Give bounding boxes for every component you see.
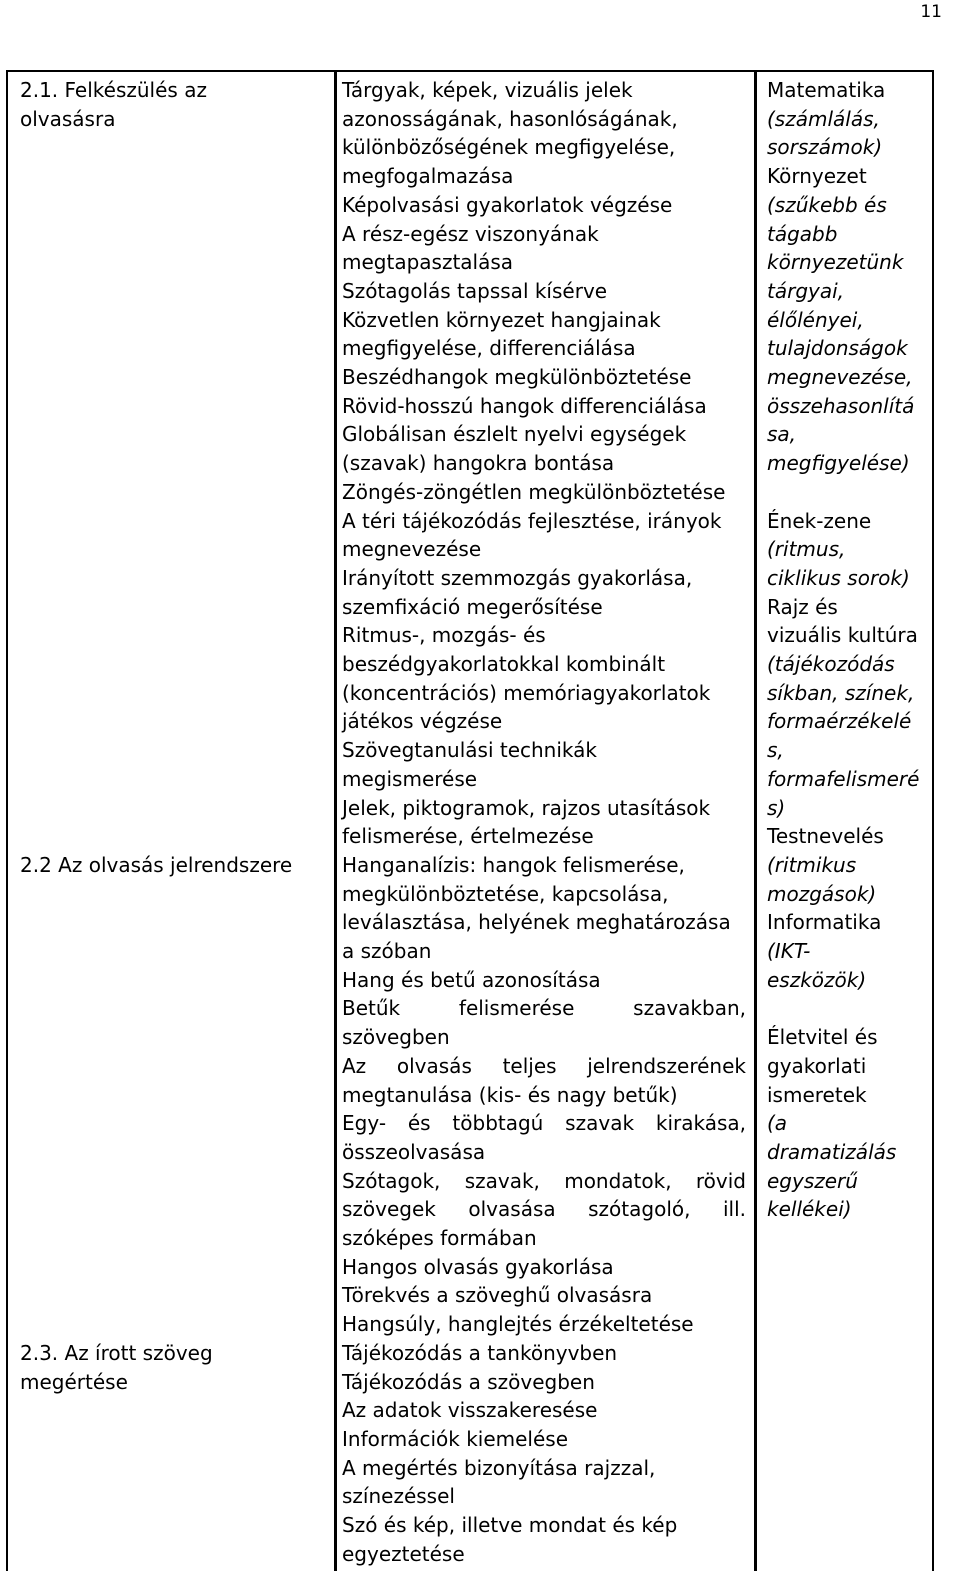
activity-line: Beszédhangok megkülönböztetése	[342, 365, 692, 389]
activity-line: Az adatok visszakeresése	[342, 1398, 598, 1423]
connection-line: Életvitel és	[767, 1025, 878, 1050]
activity-line: Szó és kép, illetve mondat és kép	[342, 1513, 678, 1537]
connection-line: gyakorlati	[767, 1053, 867, 1078]
connection-line: (szűkebb és	[767, 192, 887, 217]
connection-line: (számlálás,	[767, 106, 880, 131]
connection-line: tárgyai,	[767, 278, 845, 303]
connection-line: Informatika	[767, 910, 882, 935]
connection-line: Matematika	[767, 78, 886, 102]
activity-line: (koncentrációs) memóriagyakorlatok	[342, 680, 711, 705]
activity-line: Szótagok, szavak, mondatok, rövid	[342, 1168, 746, 1193]
connection-line: sorszámok)	[767, 135, 883, 160]
activity-line: egyeztetése	[342, 1541, 465, 1566]
activity-line: Törekvés a szöveghű olvasásra	[342, 1283, 653, 1308]
connection-line: élőlényei,	[767, 307, 864, 332]
activity-line: Képolvasási gyakorlatok végzése	[342, 192, 673, 217]
activity-line: megtapasztalása	[342, 250, 514, 275]
activity-line: megfigyelése, differenciálása	[342, 336, 636, 361]
connection-line: ismeretek	[767, 1082, 867, 1107]
connection-line: dramatizálás	[767, 1139, 897, 1164]
activity-line: Irányított szemmozgás gyakorlása,	[342, 565, 693, 590]
activity-line: Jelek, piktogramok, rajzos utasítások	[342, 795, 711, 820]
connection-line: (ritmikus	[767, 852, 857, 877]
activity-line: megnevezése	[342, 537, 482, 562]
connection-line: Ének-zene	[767, 508, 872, 533]
activity-line: szóképes formában	[342, 1226, 537, 1250]
connection-line: ciklikus sorok)	[767, 565, 910, 590]
activity-line: megkülönböztetése, kapcsolása,	[342, 881, 669, 906]
topic-line: 2.2 Az olvasás jelrendszere	[20, 852, 293, 877]
activity-line: Szótagolás tapssal kísérve	[342, 278, 608, 303]
page-number: 11	[920, 2, 942, 22]
activity-line: felismerése, értelmezése	[342, 824, 594, 849]
activity-line: Globálisan észlelt nyelvi egységek	[342, 422, 687, 447]
connection-line: megfigyelése)	[767, 451, 910, 476]
activity-line: szövegek olvasása szótagoló, ill.	[342, 1197, 746, 1222]
connection-line: eszközök)	[767, 967, 867, 992]
activity-line: azonosságának, hasonlóságának,	[342, 106, 678, 131]
connection-line: megnevezése,	[767, 365, 913, 389]
connection-line: egyszerű	[767, 1168, 858, 1193]
activity-line: Közvetlen környezet hangjainak	[342, 307, 661, 332]
activity-line: megtanulása (kis- és nagy betűk)	[342, 1082, 678, 1107]
connection-line: formaérzékelé	[767, 709, 912, 734]
activity-line: Zöngés-zöngétlen megkülönböztetése	[342, 479, 726, 504]
topic-line: olvasásra	[20, 106, 116, 131]
connection-line: tulajdonságok	[767, 336, 908, 361]
connection-line: s,	[767, 738, 784, 763]
connection-line: Testnevelés	[767, 824, 884, 849]
activity-line: (szavak) hangokra bontása	[342, 451, 615, 476]
activity-line: Hangsúly, hanglejtés érzékeltetése	[342, 1312, 694, 1337]
connection-line: (tájékozódás	[767, 652, 895, 676]
activity-line: Az olvasás teljes jelrendszerének	[342, 1053, 746, 1078]
curriculum-table	[6, 70, 934, 1571]
connection-line: környezetünk	[767, 250, 904, 275]
activity-line: megfogalmazása	[342, 164, 514, 189]
activity-line: Tájékozódás a szövegben	[342, 1369, 595, 1394]
connection-line: Környezet	[767, 164, 867, 189]
activity-line: beszédgyakorlatokkal kombinált	[342, 652, 666, 676]
activity-line: összeolvasása	[342, 1139, 486, 1164]
activity-line: szemfixáció megerősítése	[342, 594, 603, 619]
connection-line: (a	[767, 1111, 788, 1136]
activity-line: a szóban	[342, 939, 432, 963]
column-divider-1	[334, 72, 337, 1571]
connection-line: tágabb	[767, 221, 838, 246]
topic-line: megértése	[20, 1369, 128, 1394]
activity-line: A rész-egész viszonyának	[342, 221, 599, 246]
topic-line: 2.3. Az írott szöveg	[20, 1340, 213, 1365]
connection-line: mozgások)	[767, 881, 877, 906]
activity-line: Hang és betű azonosítása	[342, 967, 601, 992]
activity-line: Rövid-hosszú hangok differenciálása	[342, 393, 707, 418]
column-divider-2	[754, 72, 757, 1571]
activity-line: Hangos olvasás gyakorlása	[342, 1254, 614, 1279]
connection-line: Rajz és	[767, 594, 838, 619]
activity-line: Tárgyak, képek, vizuális jelek	[342, 78, 633, 102]
activity-line: leválasztása, helyének meghatározása	[342, 910, 731, 935]
connection-line: sa,	[767, 422, 797, 447]
activity-line: A téri tájékozódás fejlesztése, irányok	[342, 508, 722, 533]
connection-line: összehasonlítá	[767, 393, 915, 418]
activity-line: Szövegtanulási technikák	[342, 738, 597, 763]
connection-line: (ritmus,	[767, 537, 846, 562]
activity-line: Ritmus-, mozgás- és	[342, 623, 546, 648]
connection-line: s)	[767, 795, 786, 820]
activity-line: Egy- és többtagú szavak kirakása,	[342, 1111, 746, 1136]
activity-line: szövegben	[342, 1025, 450, 1050]
activity-line: A megértés bizonyítása rajzzal,	[342, 1455, 656, 1480]
activity-line: Tájékozódás a tankönyvben	[342, 1340, 618, 1365]
activity-line: megismerése	[342, 766, 478, 791]
topic-line: 2.1. Felkészülés az	[20, 78, 207, 102]
connection-line: kellékei)	[767, 1197, 852, 1222]
activity-line: Információk kiemelése	[342, 1426, 569, 1451]
activity-line: különbözőségének megfigyelése,	[342, 135, 676, 160]
activity-line: Betűk felismerése szavakban,	[342, 996, 746, 1021]
activity-line: Hanganalízis: hangok felismerése,	[342, 852, 685, 877]
connection-line: síkban, színek,	[767, 680, 915, 705]
activity-line: színezéssel	[342, 1484, 455, 1509]
connection-line: formafelismeré	[767, 766, 920, 791]
activity-line: játékos végzése	[342, 709, 503, 734]
connection-line: vizuális kultúra	[767, 623, 918, 648]
connection-line: (IKT-	[767, 939, 811, 963]
